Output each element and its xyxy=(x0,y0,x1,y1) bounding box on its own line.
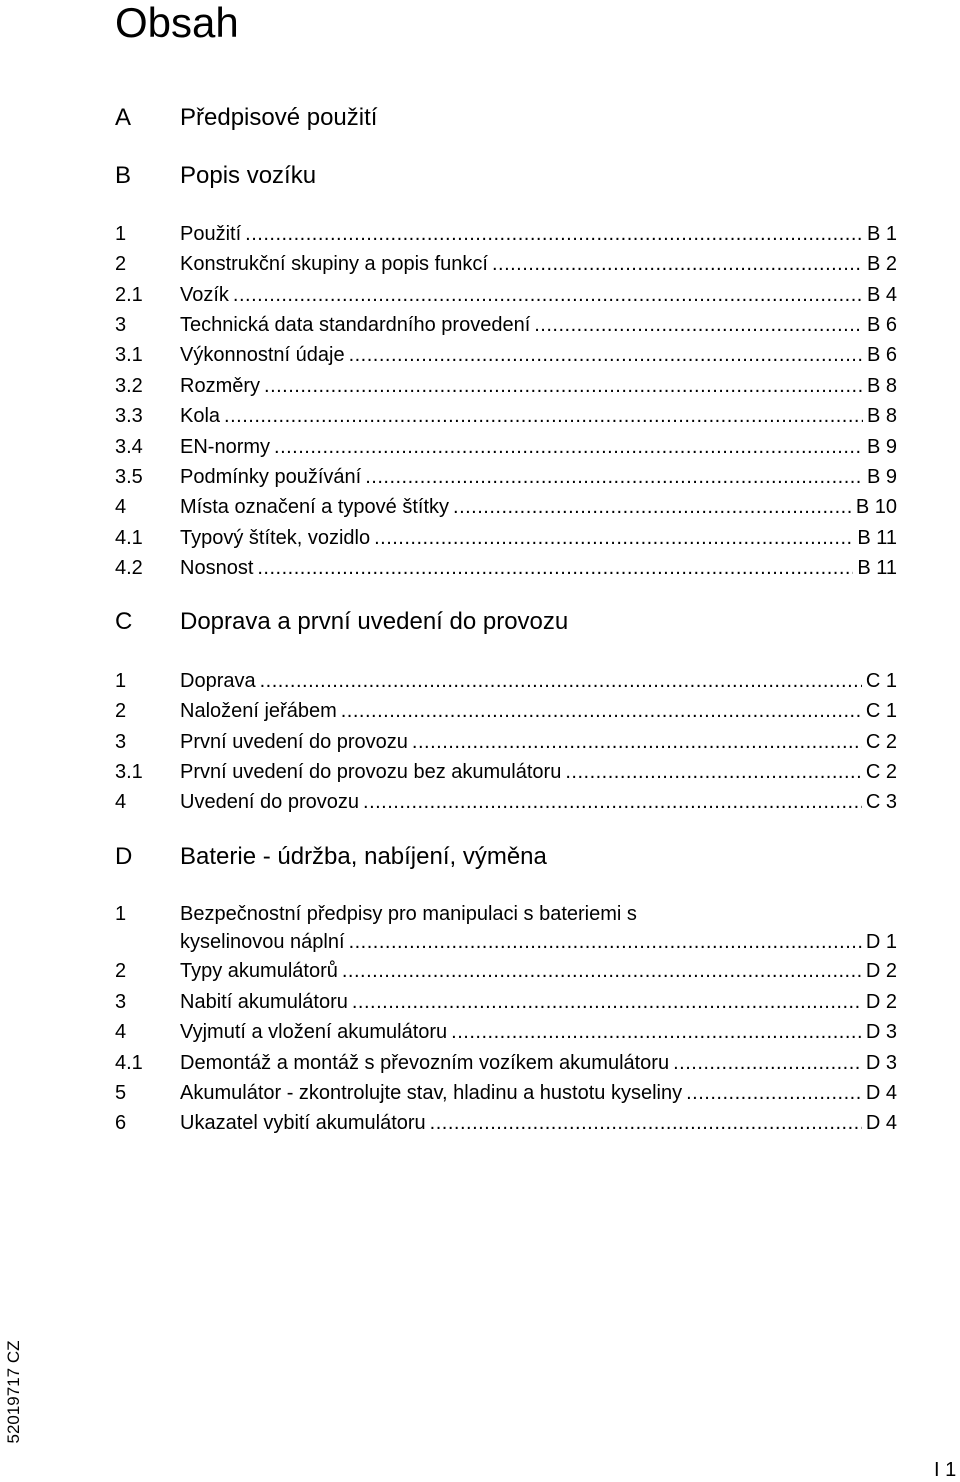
leader-dots xyxy=(492,251,863,277)
entry-number: 2.1 xyxy=(115,284,143,306)
entry-number: 3 xyxy=(115,731,127,753)
entry-label: Doprava xyxy=(180,670,256,692)
entry-label: Kola xyxy=(180,405,221,427)
entry-number: 5 xyxy=(115,1082,127,1104)
toc-entry[interactable] xyxy=(115,759,897,785)
entry-number: 1 xyxy=(115,223,127,245)
entry-number: 3 xyxy=(115,314,127,336)
section-letter: A xyxy=(115,104,132,131)
entry-label: Uvedení do provozu xyxy=(180,791,360,813)
leader-dots xyxy=(374,525,853,551)
leader-dots xyxy=(257,555,853,581)
page-title: Obsah xyxy=(115,0,239,46)
entry-number: 3.3 xyxy=(115,405,143,427)
entry-page: B 11 xyxy=(853,555,897,581)
entry-page: D 2 xyxy=(862,989,897,1015)
entry-page: B 8 xyxy=(863,373,897,399)
leader-dots xyxy=(453,494,852,520)
leader-dots xyxy=(341,698,862,724)
leader-dots xyxy=(565,759,862,785)
entry-number: 3.4 xyxy=(115,436,143,458)
entry-label: Demontáž a montáž s převozním vozíkem akumulátoru xyxy=(180,1052,670,1074)
toc-entry[interactable] xyxy=(115,464,897,490)
entry-page: B 8 xyxy=(863,403,897,429)
entry-page: B 11 xyxy=(853,525,897,551)
toc-entry[interactable] xyxy=(115,789,897,815)
toc-entry[interactable] xyxy=(115,1080,897,1106)
entry-page: D 4 xyxy=(862,1080,897,1106)
leader-dots xyxy=(342,958,862,984)
entry-page: D 1 xyxy=(862,929,897,955)
section-title: Předpisové použití xyxy=(180,104,378,131)
entry-label: Konstrukční skupiny a popis funkcí xyxy=(180,253,488,275)
entry-page: B 9 xyxy=(863,464,897,490)
toc-entry[interactable] xyxy=(115,342,897,368)
entry-page: C 1 xyxy=(862,698,897,724)
entry-label: Použití xyxy=(180,223,242,245)
toc-entry[interactable] xyxy=(115,373,897,399)
section-title: Baterie - údržba, nabíjení, výměna xyxy=(180,843,547,870)
entry-page: C 1 xyxy=(862,668,897,694)
entry-page: B 10 xyxy=(852,494,897,520)
entry-number: 3.1 xyxy=(115,344,143,366)
entry-page: C 2 xyxy=(862,759,897,785)
entry-page: C 2 xyxy=(862,729,897,755)
leader-dots xyxy=(224,403,863,429)
leader-dots xyxy=(245,221,863,247)
toc-entry[interactable] xyxy=(115,525,897,551)
leader-dots xyxy=(349,929,862,955)
leader-dots xyxy=(274,434,863,460)
entry-number: 3 xyxy=(115,991,127,1013)
entry-page: D 3 xyxy=(862,1019,897,1045)
entry-label: Technická data standardního provedení xyxy=(180,314,531,336)
entry-label: Vyjmutí a vložení akumulátoru xyxy=(180,1021,448,1043)
entry-label: Rozměry xyxy=(180,375,261,397)
entry-label: Výkonnostní údaje xyxy=(180,344,345,366)
entry-label: Vozík xyxy=(180,284,229,306)
section-title: Doprava a první uvedení do provozu xyxy=(180,608,569,635)
leader-dots xyxy=(233,282,863,308)
entry-label: Typový štítek, vozidlo xyxy=(180,527,371,549)
entry-number: 3.1 xyxy=(115,761,143,783)
leader-dots xyxy=(365,464,863,490)
entry-page: C 3 xyxy=(862,789,897,815)
entry-page: D 2 xyxy=(862,958,897,984)
section-title: Popis vozíku xyxy=(180,162,317,189)
entry-page: B 1 xyxy=(863,221,897,247)
toc-entry[interactable] xyxy=(115,729,897,755)
entry-number: 4.1 xyxy=(115,527,143,549)
document-code: 52019717 CZ xyxy=(4,1340,23,1444)
toc-entry[interactable] xyxy=(115,434,897,460)
entry-page: B 2 xyxy=(863,251,897,277)
entry-number: 4.1 xyxy=(115,1052,143,1074)
toc-entry[interactable] xyxy=(115,698,897,724)
section-letter: D xyxy=(115,843,133,870)
entry-page: B 6 xyxy=(863,312,897,338)
leader-dots xyxy=(349,342,863,368)
entry-label: Akumulátor - zkontrolujte stav, hladinu a hustotu kyseliny xyxy=(180,1082,683,1104)
entry-label: EN-normy xyxy=(180,436,271,458)
entry-label: Typy akumulátorů xyxy=(180,960,338,982)
toc-entry[interactable] xyxy=(115,958,897,984)
entry-page: B 9 xyxy=(863,434,897,460)
entry-number: 3.5 xyxy=(115,466,143,488)
toc-entry[interactable] xyxy=(115,901,897,957)
entry-number: 2 xyxy=(115,253,127,275)
toc-entry[interactable] xyxy=(115,282,897,308)
entry-number: 1 xyxy=(115,903,127,925)
leader-dots xyxy=(363,789,862,815)
leader-dots xyxy=(673,1050,862,1076)
entry-label: Ukazatel vybití akumulátoru xyxy=(180,1112,426,1134)
section-letter: B xyxy=(115,162,132,189)
leader-dots xyxy=(686,1080,862,1106)
leader-dots xyxy=(260,668,862,694)
leader-dots xyxy=(412,729,862,755)
entry-label: První uvedení do provozu bez akumulátoru xyxy=(180,761,562,783)
toc-entry[interactable] xyxy=(115,668,897,694)
toc-entry[interactable] xyxy=(115,251,897,277)
entry-number: 6 xyxy=(115,1112,127,1134)
toc-entry[interactable] xyxy=(115,312,897,338)
page-number: I 1 xyxy=(934,1459,957,1481)
entry-label: Místa označení a typové štítky xyxy=(180,496,450,518)
entry-number: 2 xyxy=(115,700,127,722)
entry-number: 4.2 xyxy=(115,557,143,579)
entry-number: 4 xyxy=(115,496,127,518)
entry-page: D 4 xyxy=(862,1110,897,1136)
entry-number: 1 xyxy=(115,670,127,692)
entry-number: 2 xyxy=(115,960,127,982)
section-letter: C xyxy=(115,608,133,635)
toc-entry[interactable] xyxy=(115,1019,897,1045)
leader-dots xyxy=(352,989,862,1015)
toc-entry[interactable] xyxy=(115,221,897,247)
entry-page: B 4 xyxy=(863,282,897,308)
entry-number: 4 xyxy=(115,791,127,813)
entry-label: Nabití akumulátoru xyxy=(180,991,348,1013)
toc-entry[interactable] xyxy=(115,555,897,581)
toc-entry[interactable] xyxy=(115,1050,897,1076)
entry-label: Nosnost xyxy=(180,557,254,579)
leader-dots xyxy=(430,1110,862,1136)
entry-page: D 3 xyxy=(862,1050,897,1076)
leader-dots xyxy=(534,312,863,338)
toc-entry[interactable] xyxy=(115,989,897,1015)
entry-label: Naložení jeřábem xyxy=(180,700,337,722)
toc-entry[interactable] xyxy=(115,403,897,429)
leader-dots xyxy=(451,1019,862,1045)
entry-label-line1: Bezpečnostní předpisy pro manipulaci s bateriemi s xyxy=(180,903,637,925)
table-of-contents xyxy=(115,0,897,1200)
leader-dots xyxy=(264,373,863,399)
entry-label: kyselinovou náplní xyxy=(180,931,345,953)
entry-number: 4 xyxy=(115,1021,127,1043)
toc-entry[interactable] xyxy=(115,494,897,520)
entry-number: 3.2 xyxy=(115,375,143,397)
entry-label: První uvedení do provozu xyxy=(180,731,408,753)
toc-entry[interactable] xyxy=(115,1110,897,1136)
entry-label: Podmínky používání xyxy=(180,466,362,488)
entry-page: B 6 xyxy=(863,342,897,368)
